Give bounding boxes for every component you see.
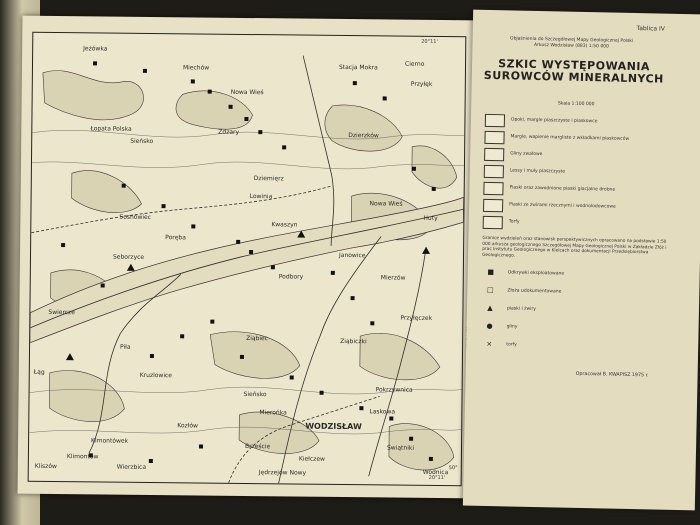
legend-item-label: Margle, wapienie margliste z wkładkami piaskowców <box>510 134 630 142</box>
place-label: Ziąbiec <box>246 334 269 343</box>
legend-swatch <box>483 216 503 229</box>
triangle-icon: ▲ <box>487 303 493 313</box>
place-label: Jeżówka <box>83 45 108 53</box>
legend-swatch <box>484 165 504 178</box>
deposit-marker <box>258 130 262 134</box>
terrain-region <box>325 105 403 152</box>
deposit-marker <box>149 459 153 463</box>
map-sheet <box>18 16 478 499</box>
place-label: Ziąbiczki <box>340 337 367 346</box>
place-label: Łopata Polska <box>90 125 132 133</box>
coordinate-right: 50° <box>448 465 458 472</box>
legend-swatch <box>485 114 505 127</box>
terrain-region <box>42 70 143 120</box>
deposit-marker <box>191 79 195 83</box>
plate-number: Tablica IV <box>636 25 665 33</box>
legend-subtitle-line: Objaśnienia do Szczegółowej Mapy Geologicznej Polski <box>509 36 634 44</box>
deposit-marker <box>208 90 212 94</box>
sand-marker <box>66 353 74 360</box>
place-label: Piła <box>120 343 131 351</box>
terrain-region <box>176 91 253 130</box>
deposit-marker <box>101 283 105 287</box>
deposit-marker <box>143 69 147 73</box>
legend-swatch <box>484 131 504 144</box>
place-label: Brzeście <box>244 442 271 451</box>
terrain-region <box>71 170 141 212</box>
deposit-marker <box>122 184 126 188</box>
deposit-marker <box>271 265 275 269</box>
place-label: Wierzbica <box>116 463 147 471</box>
deposit-marker <box>290 375 294 379</box>
deposit-marker <box>229 105 233 109</box>
terrain-region <box>412 146 457 189</box>
deposit-marker <box>282 145 286 149</box>
place-label: Miechów <box>182 64 210 72</box>
map-drawing <box>29 33 466 485</box>
legend-item-label: Opoki, margle piaszczyste i piaskowce <box>510 117 598 125</box>
author-credit: Opracował B. KWAPISZ 1975 r. <box>575 371 649 379</box>
deposit-marker <box>93 61 97 65</box>
place-label: Mierońka <box>259 409 287 417</box>
legend-swatch <box>483 182 503 195</box>
deposit-marker <box>236 240 240 244</box>
legend-subtitle <box>496 36 646 51</box>
place-label-wodzislaw: WODZISŁAW <box>305 421 362 432</box>
place-label: Świątniki <box>386 444 415 452</box>
legend-item <box>483 216 683 237</box>
deposit-marker <box>162 204 166 208</box>
place-label: Dziemięrz <box>253 175 284 183</box>
river <box>301 56 335 246</box>
place-label: Zdzary <box>218 128 240 136</box>
place-label: Nowa Wieś <box>369 200 403 208</box>
legend-swatch <box>483 199 503 212</box>
place-label: Janowice <box>338 251 366 260</box>
river-valley <box>30 193 464 348</box>
deposit-marker <box>249 250 253 254</box>
legend-sheet <box>463 10 700 511</box>
place-label: Mierzów <box>380 274 406 282</box>
place-label: Kiełczew <box>298 455 325 463</box>
deposit-marker <box>320 391 324 395</box>
coordinate-top: 20°11' <box>421 38 438 45</box>
terrain-region <box>360 333 440 380</box>
place-label: Kruzlowice <box>139 371 173 380</box>
place-label: Podbory <box>278 273 304 281</box>
deposit-marker <box>180 334 184 338</box>
legend-item-label: Gliny zwałowe <box>510 151 543 158</box>
place-label: Huty <box>423 214 438 222</box>
place-label: Łąg <box>33 368 45 376</box>
deposit-marker <box>432 187 436 191</box>
place-label: Pokrzywnica <box>375 386 413 394</box>
deposit-marker <box>244 117 248 121</box>
deposit-marker <box>150 354 154 358</box>
deposit-marker <box>370 321 374 325</box>
legend-subtitle-line: Arkusz Wodzisław (883) 1:50 000 <box>533 42 609 50</box>
deposit-marker <box>383 96 387 100</box>
deposit-marker <box>61 243 65 247</box>
place-label: Klimontów <box>66 453 99 461</box>
sand-marker <box>422 247 430 254</box>
terrain-region <box>49 370 125 422</box>
deposit-marker <box>429 457 433 461</box>
place-label: Sieńsko <box>243 390 267 399</box>
deposit-marker <box>389 416 393 420</box>
place-label: Laskowa <box>369 408 396 416</box>
place-label: Kwaszyn <box>271 221 298 229</box>
deposit-marker <box>210 320 214 324</box>
square-icon: ■ <box>487 267 495 277</box>
place-label: Poręba <box>165 234 186 242</box>
cross-icon: × <box>486 339 493 349</box>
place-label: Przyłęk <box>410 80 433 88</box>
place-label: Swiercze <box>48 308 76 317</box>
hollow-square-icon: □ <box>486 285 494 295</box>
place-label: Cierno <box>404 60 425 68</box>
legend-title-line: SUROWCÓW MINERALNYCH <box>483 68 664 86</box>
deposit-marker <box>359 406 363 410</box>
coordinate-bottom: 20°11' <box>428 474 446 482</box>
place-label: Seborzyce <box>112 253 145 261</box>
map-frame <box>28 32 467 487</box>
place-label: Kimontówek <box>91 437 129 445</box>
legend-swatch <box>484 148 504 161</box>
sand-marker <box>127 264 135 271</box>
deposit-marker <box>199 445 203 449</box>
legend-item-label: Piaski oraz zawodnione piaski glacjalne drobne <box>509 185 616 193</box>
symbol-label: Złoża udokumentowane <box>507 288 562 295</box>
symbol-label: torfy <box>506 342 517 348</box>
circle-icon: ● <box>486 321 493 331</box>
legend-title-line: SZKIC WYSTĘPOWANIA <box>498 57 651 74</box>
symbol-label: piaski i żwiry <box>506 306 536 313</box>
deposit-marker <box>240 355 244 359</box>
place-label: Sieńsko <box>130 137 154 146</box>
deposit-marker <box>409 437 413 441</box>
place-label: Lowinia <box>249 193 273 201</box>
legend-item-label: Lessy i muły piaszczyste <box>509 168 566 175</box>
symbol-label: Odkrywki eksploatowane <box>507 270 565 277</box>
legend-item-label: Piaski ze żwirami rzecznymi i wodnolodowcowe <box>509 202 616 210</box>
place-label: Kliszów <box>34 462 57 471</box>
place-label: Sosnowiec <box>119 213 152 221</box>
deposit-marker <box>353 81 357 85</box>
place-label: Jędrzejów Nowy <box>258 469 307 477</box>
place-label: Kozłów <box>177 422 199 430</box>
symbol-row <box>480 340 670 362</box>
map-scale: Skala 1:100 000 <box>557 101 595 108</box>
place-label: Dzierzków <box>348 132 379 140</box>
deposit-marker <box>412 167 416 171</box>
place-label: Nowa Wieś <box>230 88 264 97</box>
legend-item-label: Torfy <box>508 219 520 225</box>
legend-title <box>484 58 664 86</box>
deposit-marker <box>351 296 355 300</box>
symbol-list <box>480 268 672 362</box>
place-label: Przyłęczek <box>400 314 433 322</box>
deposit-marker <box>191 224 195 228</box>
symbol-label: gliny <box>506 324 518 330</box>
place-label: Stacja Mokra <box>338 63 378 72</box>
legend-note: Granice wydzieleń oraz stanowisk perspektywicznych opracowano na podstawie 1:50 000 arkusza geologicznego Szczegółowej Mapy Geologicznej Polski w Zakładzie Złóż i prac Instytutu Geologicznego w Kielcach oraz dokumentacji Przedsiębiorstwa Geologicznego. <box>482 235 667 259</box>
legend-items <box>483 114 685 237</box>
deposit-marker <box>331 271 335 275</box>
place-label: Wodnica <box>422 468 449 477</box>
